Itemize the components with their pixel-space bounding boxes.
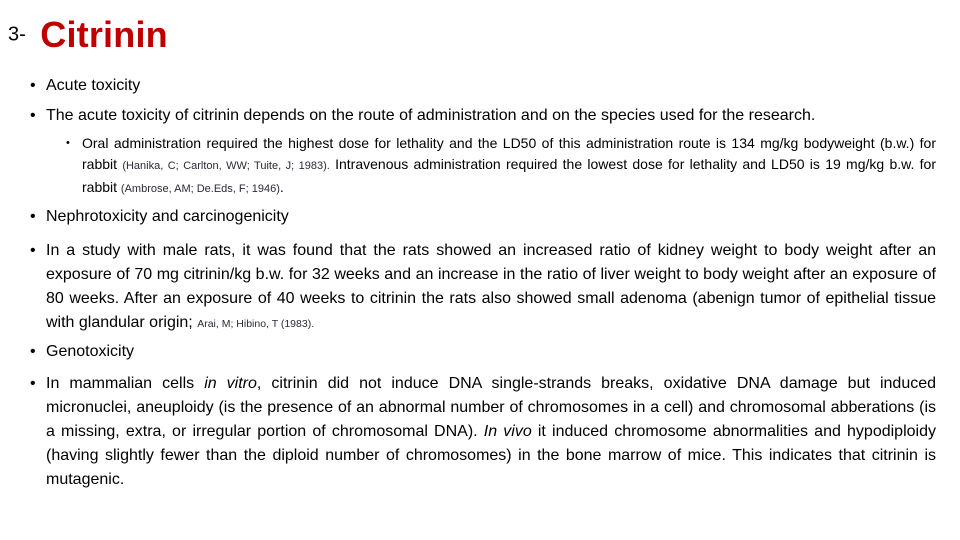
- citation-ambrose: (Ambrose, AM; De.Eds, F; 1946): [120, 183, 280, 195]
- bullet-text: [46, 239, 936, 336]
- bullet-icon: •: [30, 242, 36, 259]
- bullet-acute-toxicity-detail: [30, 104, 936, 128]
- ld50-iv-text: Intravenous administration required the lowest dose for lethality and LD50 is 19 mg/kg b.w. for rabbit: [82, 156, 937, 195]
- bullet-text: [46, 372, 936, 492]
- bullet-nephrotoxicity: [30, 205, 936, 229]
- sub-bullet-icon: •: [66, 137, 70, 149]
- bullet-text: Nephrotoxicity and carcinogenicity: [46, 208, 289, 225]
- rat-study-text: In a study with male rats, it was found that the rats showed an increased ratio of kidney weight to body weight after an exposure of 70 mg citrinin/kg b.w. for 32 weeks and an increase in the ratio of liver weight to body weight after an exposure of 80 weeks. After an exposure of 40 weeks to citrinin the rats also showed small adenoma (abenign tumor of epithelial tissue with glandular origin;: [46, 242, 936, 331]
- sub-bullet-ld50: [66, 133, 936, 200]
- ld50-oral-text: Oral administration required the highest dose for lethality and the LD50 of this administration route is 134 mg/kg bodyweight (b.w.) for rabbit: [82, 135, 936, 172]
- page-title: Citrinin: [40, 14, 168, 55]
- sub-bullet-text: [82, 133, 936, 200]
- bullet-icon: •: [30, 77, 36, 94]
- genotox-mid: , citrinin did not induce DNA single-strands breaks, oxidative DNA damage but induced micronuclei, aneuploidy (is the presence of an abnormal number of chromosomes in a cell) and chromosomal abberations (is a missing, extra, or irregular portion of chromosomal DNA).: [46, 375, 937, 440]
- in-vivo-term: In vivo: [483, 423, 532, 440]
- genotox-post: it induced chromosome abnormalities and hypodiploidy (having slightly fewer than the diploid number of chromosomes) in the bone marrow of mice. This indicates that citrinin is mutagenic.: [46, 423, 936, 488]
- bullet-mammalian-cells: [30, 372, 936, 492]
- bullet-genotoxicity: [30, 340, 936, 364]
- bullet-icon: •: [30, 343, 36, 360]
- bullet-text: Acute toxicity: [46, 77, 141, 94]
- bullet-text: Genotoxicity: [46, 343, 135, 360]
- sentence-end: .: [279, 179, 284, 195]
- bullet-icon: •: [30, 208, 36, 225]
- bullet-text: The acute toxicity of citrinin depends on the route of administration and on the species used for the research.: [46, 107, 816, 124]
- bullet-icon: •: [30, 107, 36, 124]
- bullet-rat-study: [30, 239, 936, 336]
- in-vitro-term: in vitro: [204, 375, 257, 392]
- bullet-acute-toxicity: [30, 74, 936, 98]
- section-number: 3-: [8, 23, 26, 46]
- bullet-icon: •: [30, 375, 36, 392]
- slide-title: [8, 14, 168, 56]
- citation-arai: Arai, M; Hibino, T (1983).: [197, 318, 315, 330]
- genotox-pre: In mammalian cells: [46, 375, 195, 392]
- citation-hanika: (Hanika, C; Carlton, WW; Tuite, J; 1983).: [122, 160, 330, 172]
